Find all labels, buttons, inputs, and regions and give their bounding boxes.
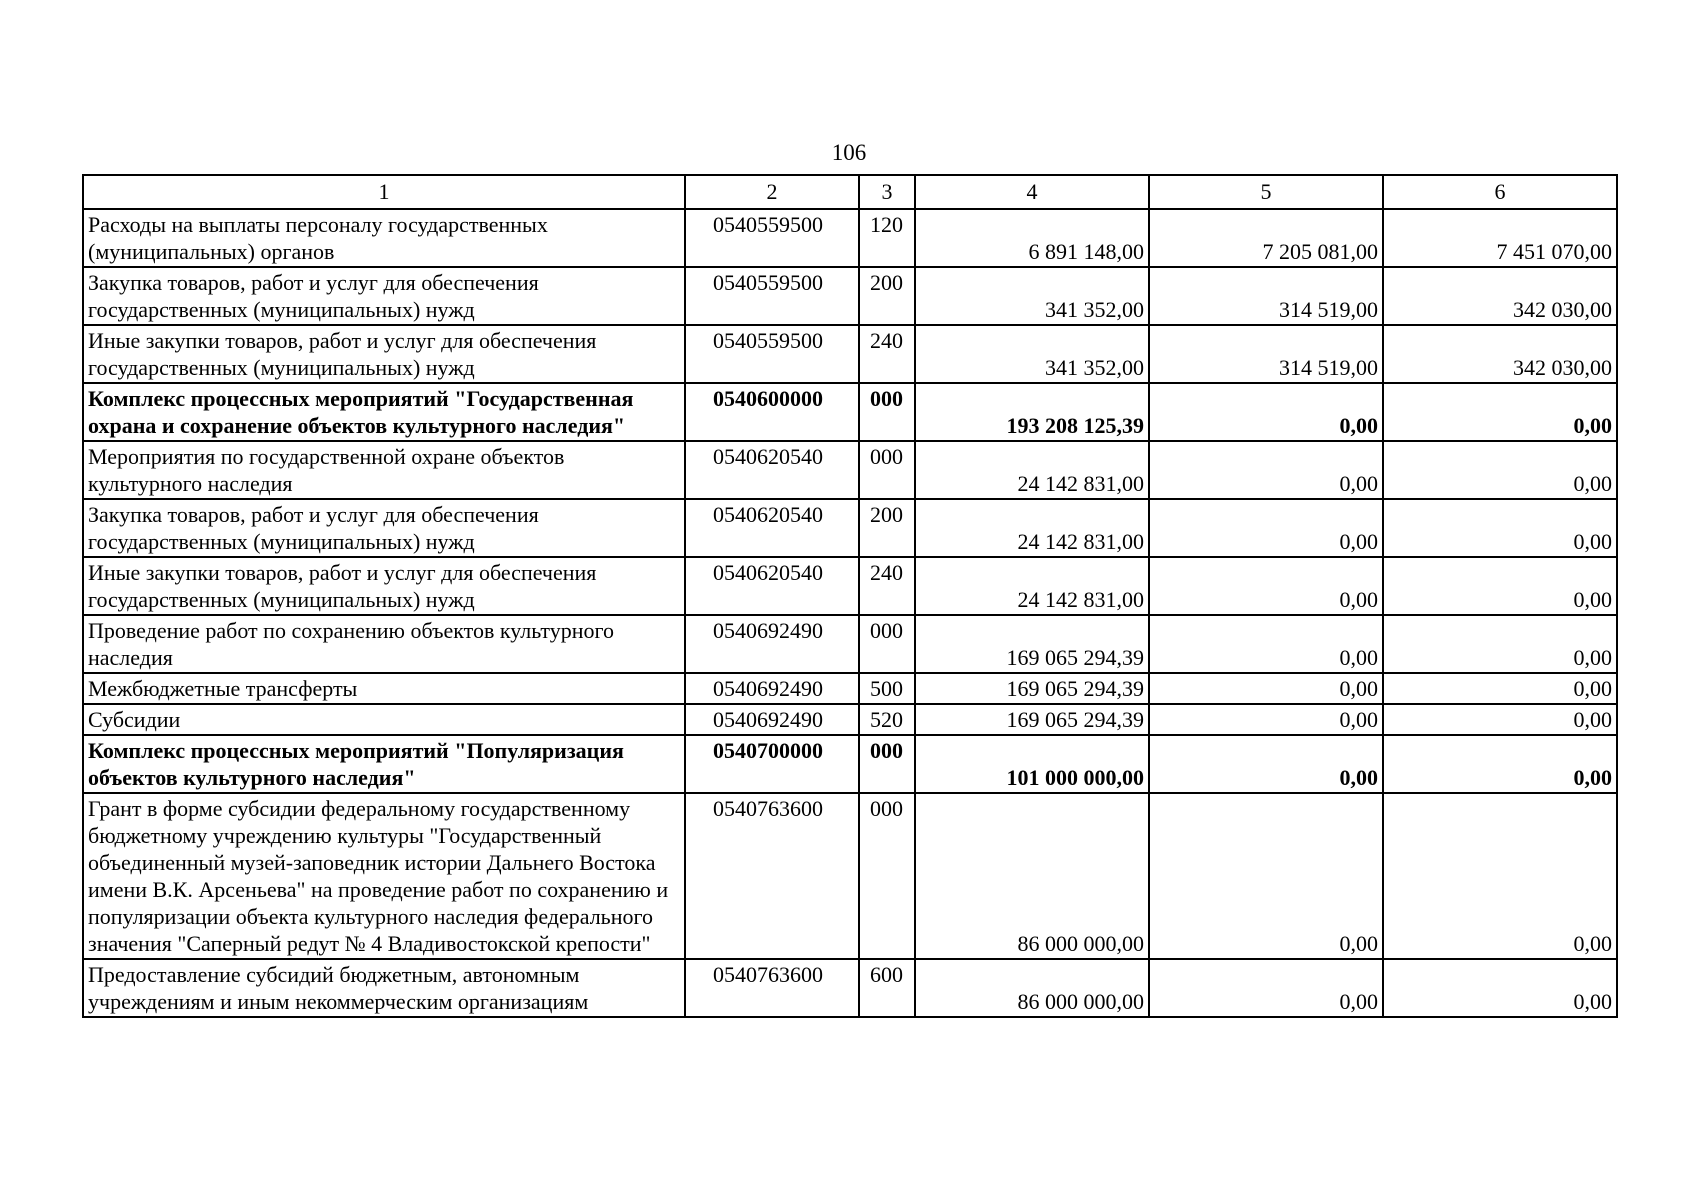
- row-value-cell: 314 519,00: [1149, 325, 1383, 383]
- row-kvr-cell: 120: [859, 209, 915, 267]
- table-row: [83, 615, 1617, 673]
- column-header: 4: [915, 175, 1149, 209]
- row-name-cell: Расходы на выплаты персоналу государственных (муниципальных) органов: [83, 209, 685, 267]
- row-value-cell: 0,00: [1383, 441, 1617, 499]
- table-row: [83, 704, 1617, 735]
- column-header: 5: [1149, 175, 1383, 209]
- row-value-cell: 24 142 831,00: [915, 441, 1149, 499]
- row-value-cell: 24 142 831,00: [915, 499, 1149, 557]
- table-row: [83, 441, 1617, 499]
- column-header: 1: [83, 175, 685, 209]
- row-kvr-cell: 000: [859, 441, 915, 499]
- row-value-cell: 193 208 125,39: [915, 383, 1149, 441]
- row-kvr-cell: 240: [859, 557, 915, 615]
- row-value-cell: 0,00: [1149, 383, 1383, 441]
- row-name-cell: Закупка товаров, работ и услуг для обеспечения государственных (муниципальных) нужд: [83, 499, 685, 557]
- row-name-cell: Иные закупки товаров, работ и услуг для обеспечения государственных (муниципальных) нужд: [83, 557, 685, 615]
- row-code-cell: 0540763600: [685, 959, 859, 1017]
- row-kvr-cell: 000: [859, 735, 915, 793]
- table-row: [83, 209, 1617, 267]
- row-value-cell: 341 352,00: [915, 267, 1149, 325]
- row-value-cell: 169 065 294,39: [915, 615, 1149, 673]
- row-value-cell: 0,00: [1149, 557, 1383, 615]
- table-row: [83, 557, 1617, 615]
- row-kvr-cell: 200: [859, 499, 915, 557]
- row-kvr-cell: 200: [859, 267, 915, 325]
- row-value-cell: 341 352,00: [915, 325, 1149, 383]
- row-value-cell: 0,00: [1383, 383, 1617, 441]
- row-kvr-cell: 500: [859, 673, 915, 704]
- row-value-cell: 0,00: [1383, 615, 1617, 673]
- row-value-cell: 0,00: [1149, 615, 1383, 673]
- row-kvr-cell: 240: [859, 325, 915, 383]
- row-code-cell: 0540692490: [685, 704, 859, 735]
- row-name-cell: Проведение работ по сохранению объектов культурного наследия: [83, 615, 685, 673]
- row-name-cell: Субсидии: [83, 704, 685, 735]
- row-code-cell: 0540559500: [685, 209, 859, 267]
- row-value-cell: 0,00: [1149, 673, 1383, 704]
- row-code-cell: 0540700000: [685, 735, 859, 793]
- row-name-cell: Иные закупки товаров, работ и услуг для обеспечения государственных (муниципальных) нужд: [83, 325, 685, 383]
- row-value-cell: 0,00: [1383, 499, 1617, 557]
- row-value-cell: 6 891 148,00: [915, 209, 1149, 267]
- table-row: [83, 499, 1617, 557]
- row-code-cell: 0540620540: [685, 499, 859, 557]
- row-value-cell: 0,00: [1383, 673, 1617, 704]
- row-kvr-cell: 000: [859, 383, 915, 441]
- table-row: [83, 383, 1617, 441]
- row-code-cell: 0540600000: [685, 383, 859, 441]
- row-kvr-cell: 000: [859, 615, 915, 673]
- table-header-row: [83, 175, 1617, 209]
- row-value-cell: 0,00: [1383, 704, 1617, 735]
- row-kvr-cell: 000: [859, 793, 915, 959]
- row-value-cell: 169 065 294,39: [915, 673, 1149, 704]
- table-row: [83, 267, 1617, 325]
- row-value-cell: 342 030,00: [1383, 325, 1617, 383]
- row-value-cell: 86 000 000,00: [915, 793, 1149, 959]
- row-value-cell: 0,00: [1383, 959, 1617, 1017]
- row-name-cell: Мероприятия по государственной охране объектов культурного наследия: [83, 441, 685, 499]
- page-number: 106: [831, 140, 867, 165]
- row-value-cell: 0,00: [1149, 793, 1383, 959]
- row-value-cell: 0,00: [1149, 441, 1383, 499]
- row-code-cell: 0540559500: [685, 267, 859, 325]
- row-name-cell: Комплекс процессных мероприятий "Государственная охрана и сохранение объектов культурного наследия": [83, 383, 685, 441]
- row-kvr-cell: 520: [859, 704, 915, 735]
- row-name-cell: Комплекс процессных мероприятий "Популяризация объектов культурного наследия": [83, 735, 685, 793]
- table-row: [83, 325, 1617, 383]
- row-value-cell: 342 030,00: [1383, 267, 1617, 325]
- row-code-cell: 0540763600: [685, 793, 859, 959]
- row-value-cell: 0,00: [1149, 959, 1383, 1017]
- row-code-cell: 0540620540: [685, 557, 859, 615]
- column-header: 3: [859, 175, 915, 209]
- table-row: [83, 959, 1617, 1017]
- row-value-cell: 169 065 294,39: [915, 704, 1149, 735]
- row-value-cell: 0,00: [1383, 735, 1617, 793]
- row-code-cell: 0540620540: [685, 441, 859, 499]
- row-name-cell: Грант в форме субсидии федеральному государственному бюджетному учреждению культуры "Государственный объединенный музей-заповедник истории Дальнего Востока имени В.К. Арсеньева" на проведение работ по сохранению и популяризации объекта культурного наследия федерального значения "Саперный редут № 4 Владивостокской крепости": [83, 793, 685, 959]
- row-value-cell: 101 000 000,00: [915, 735, 1149, 793]
- budget-table: [82, 174, 1618, 1018]
- column-header: 6: [1383, 175, 1617, 209]
- row-name-cell: Предоставление субсидий бюджетным, автономным учреждениям и иным некоммерческим организациям: [83, 959, 685, 1017]
- table-row: [83, 673, 1617, 704]
- row-value-cell: 0,00: [1149, 499, 1383, 557]
- table-row: [83, 793, 1617, 959]
- row-code-cell: 0540692490: [685, 673, 859, 704]
- row-code-cell: 0540692490: [685, 615, 859, 673]
- row-name-cell: Межбюджетные трансферты: [83, 673, 685, 704]
- row-name-cell: Закупка товаров, работ и услуг для обеспечения государственных (муниципальных) нужд: [83, 267, 685, 325]
- row-value-cell: 7 451 070,00: [1383, 209, 1617, 267]
- row-value-cell: 0,00: [1149, 735, 1383, 793]
- row-value-cell: 0,00: [1383, 557, 1617, 615]
- row-value-cell: 0,00: [1383, 793, 1617, 959]
- row-value-cell: 7 205 081,00: [1149, 209, 1383, 267]
- row-code-cell: 0540559500: [685, 325, 859, 383]
- row-value-cell: 24 142 831,00: [915, 557, 1149, 615]
- row-value-cell: 314 519,00: [1149, 267, 1383, 325]
- row-value-cell: 86 000 000,00: [915, 959, 1149, 1017]
- table-row: [83, 735, 1617, 793]
- row-kvr-cell: 600: [859, 959, 915, 1017]
- column-header: 2: [685, 175, 859, 209]
- row-value-cell: 0,00: [1149, 704, 1383, 735]
